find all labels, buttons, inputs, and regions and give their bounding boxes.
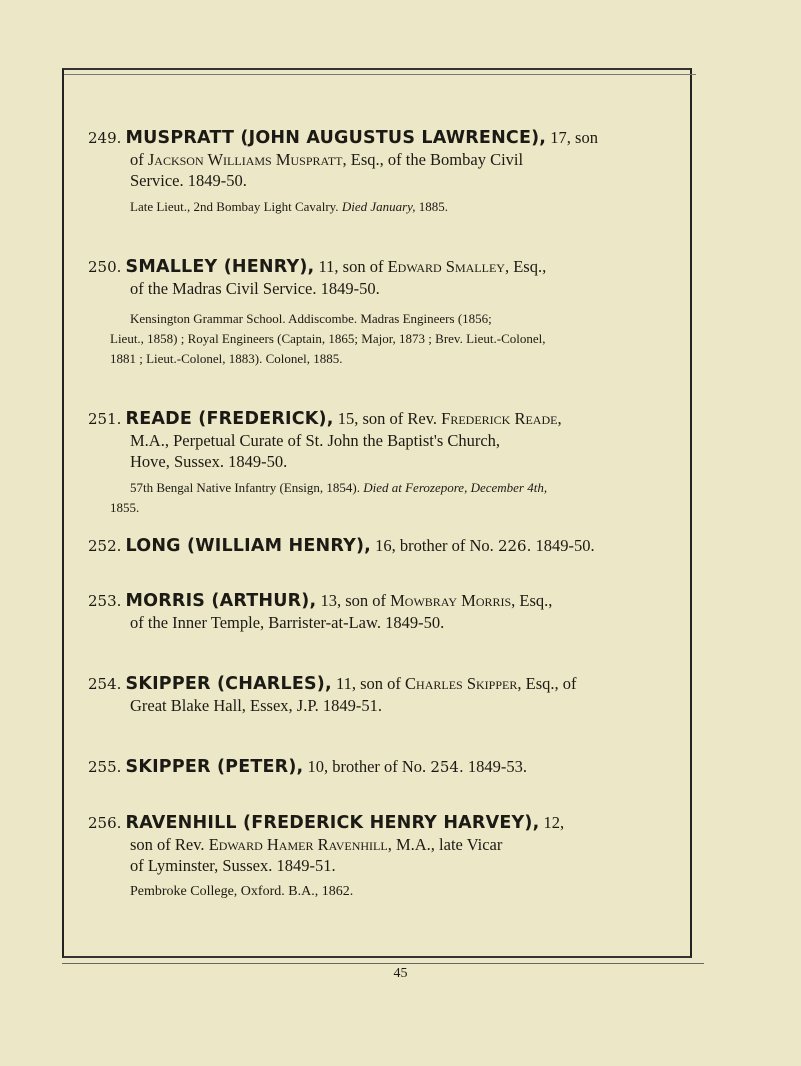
entry-251 [88, 408, 678, 518]
entry-name: LONG (WILLIAM HENRY), [125, 536, 371, 556]
entry-text: Esq., [509, 257, 547, 276]
entry-number: 255. [88, 758, 122, 776]
entry-text: 11, son of [314, 257, 388, 276]
entry-text: Hove, Sussex. 1849-50. [130, 452, 288, 471]
entry-name: READE (FREDERICK), [125, 409, 334, 429]
note-text: Late Lieut., 2nd Bombay Light Cavalry. [130, 199, 342, 214]
parent-name: Jackson Williams Muspratt, [147, 150, 347, 169]
entry-text: 10, brother of No. [303, 757, 431, 776]
entry-note [88, 478, 678, 498]
entry-text: of the Madras Civil Service. 1849-50. [130, 279, 380, 298]
note-text: 57th Bengal Native Infantry (Ensign, 1854). [130, 480, 364, 495]
entry-text: of Lyminster, Sussex. 1849-51. [130, 856, 336, 875]
parent-name: Edward Hamer Ravenhill, [208, 835, 392, 854]
entry-name: SKIPPER (PETER), [125, 757, 304, 777]
entry-name: RAVENHILL (FREDERICK HENRY HARVEY), [125, 813, 540, 833]
entry-text: M.A., Perpetual Curate of St. John the Baptist's Church, [130, 431, 501, 450]
entry-text: 16, brother of No. [371, 536, 498, 555]
entry-name: SKIPPER (CHARLES), [125, 674, 332, 694]
note-line: Kensington Grammar School. Addiscombe. Madras Engineers (1856; [130, 311, 492, 326]
entry-number: 251. [88, 410, 122, 428]
page-number: 45 [393, 966, 408, 981]
entry-text: of [130, 150, 148, 169]
entry-249 [88, 127, 678, 217]
parent-name: Charles Skipper, [405, 674, 522, 693]
entry-252 [88, 535, 678, 557]
entry-text: of the Inner Temple, Barrister-at-Law. 1849-50. [130, 613, 445, 632]
entry-name: MORRIS (ARTHUR), [125, 591, 317, 611]
entry-name: MUSPRATT (JOHN AUGUSTUS LAWRENCE), [125, 128, 547, 148]
note-italic: Died at Ferozepore, December 4th, [363, 480, 548, 495]
entry-text: 1849-50. [531, 536, 595, 555]
entry-text: 17, son [550, 128, 598, 147]
cross-reference: 254. [430, 758, 464, 776]
entry-text: Esq., of the Bombay Civil [346, 150, 524, 169]
note-text: 1885. [415, 199, 448, 214]
entry-text: Service. 1849-50. [130, 171, 247, 190]
parent-name: Frederick Reade, [441, 409, 562, 428]
entry-text: 15, son of Rev. [333, 409, 442, 428]
entry-254 [88, 673, 678, 716]
entry-text: 13, son of [316, 591, 391, 610]
entry-number: 250. [88, 258, 122, 276]
entry-255 [88, 756, 678, 778]
entry-text: M.A., late Vicar [391, 835, 503, 854]
note-line: 1881 ; Lieut.-Colonel, 1883). Colonel, 1885. [110, 351, 343, 366]
entry-text: 11, son of [331, 674, 406, 693]
entry-number: 254. [88, 675, 122, 693]
parent-name: Edward Smalley, [387, 257, 510, 276]
entry-text: Great Blake Hall, Essex, J.P. 1849-51. [130, 696, 383, 715]
entry-250 [88, 256, 678, 369]
parent-name: Mowbray Morris, [390, 591, 516, 610]
entry-text: 12, [539, 813, 565, 832]
entry-number: 256. [88, 814, 122, 832]
entry-text: 1849-53. [463, 757, 527, 776]
entry-number: 249. [88, 129, 122, 147]
entry-text: son of Rev. [130, 835, 209, 854]
entry-253 [88, 590, 678, 633]
entry-note: Pembroke College, Oxford. B.A., 1862. [130, 884, 354, 899]
entry-256 [88, 812, 678, 902]
entry-note [88, 197, 678, 217]
entry-text: Esq., of [521, 674, 577, 693]
entry-name: SMALLEY (HENRY), [125, 257, 315, 277]
note-line: 1855. [110, 500, 140, 515]
note-line: Lieut., 1858) ; Royal Engineers (Captain, 1865; Major, 1873 ; Brev. Lieut.-Colonel, [110, 331, 546, 346]
note-italic: Died January, [341, 199, 416, 214]
entry-text: Esq., [515, 591, 553, 610]
cross-reference: 226. [497, 537, 532, 555]
entry-number: 253. [88, 592, 122, 610]
entry-number: 252. [88, 537, 122, 555]
entry-note [88, 309, 678, 329]
